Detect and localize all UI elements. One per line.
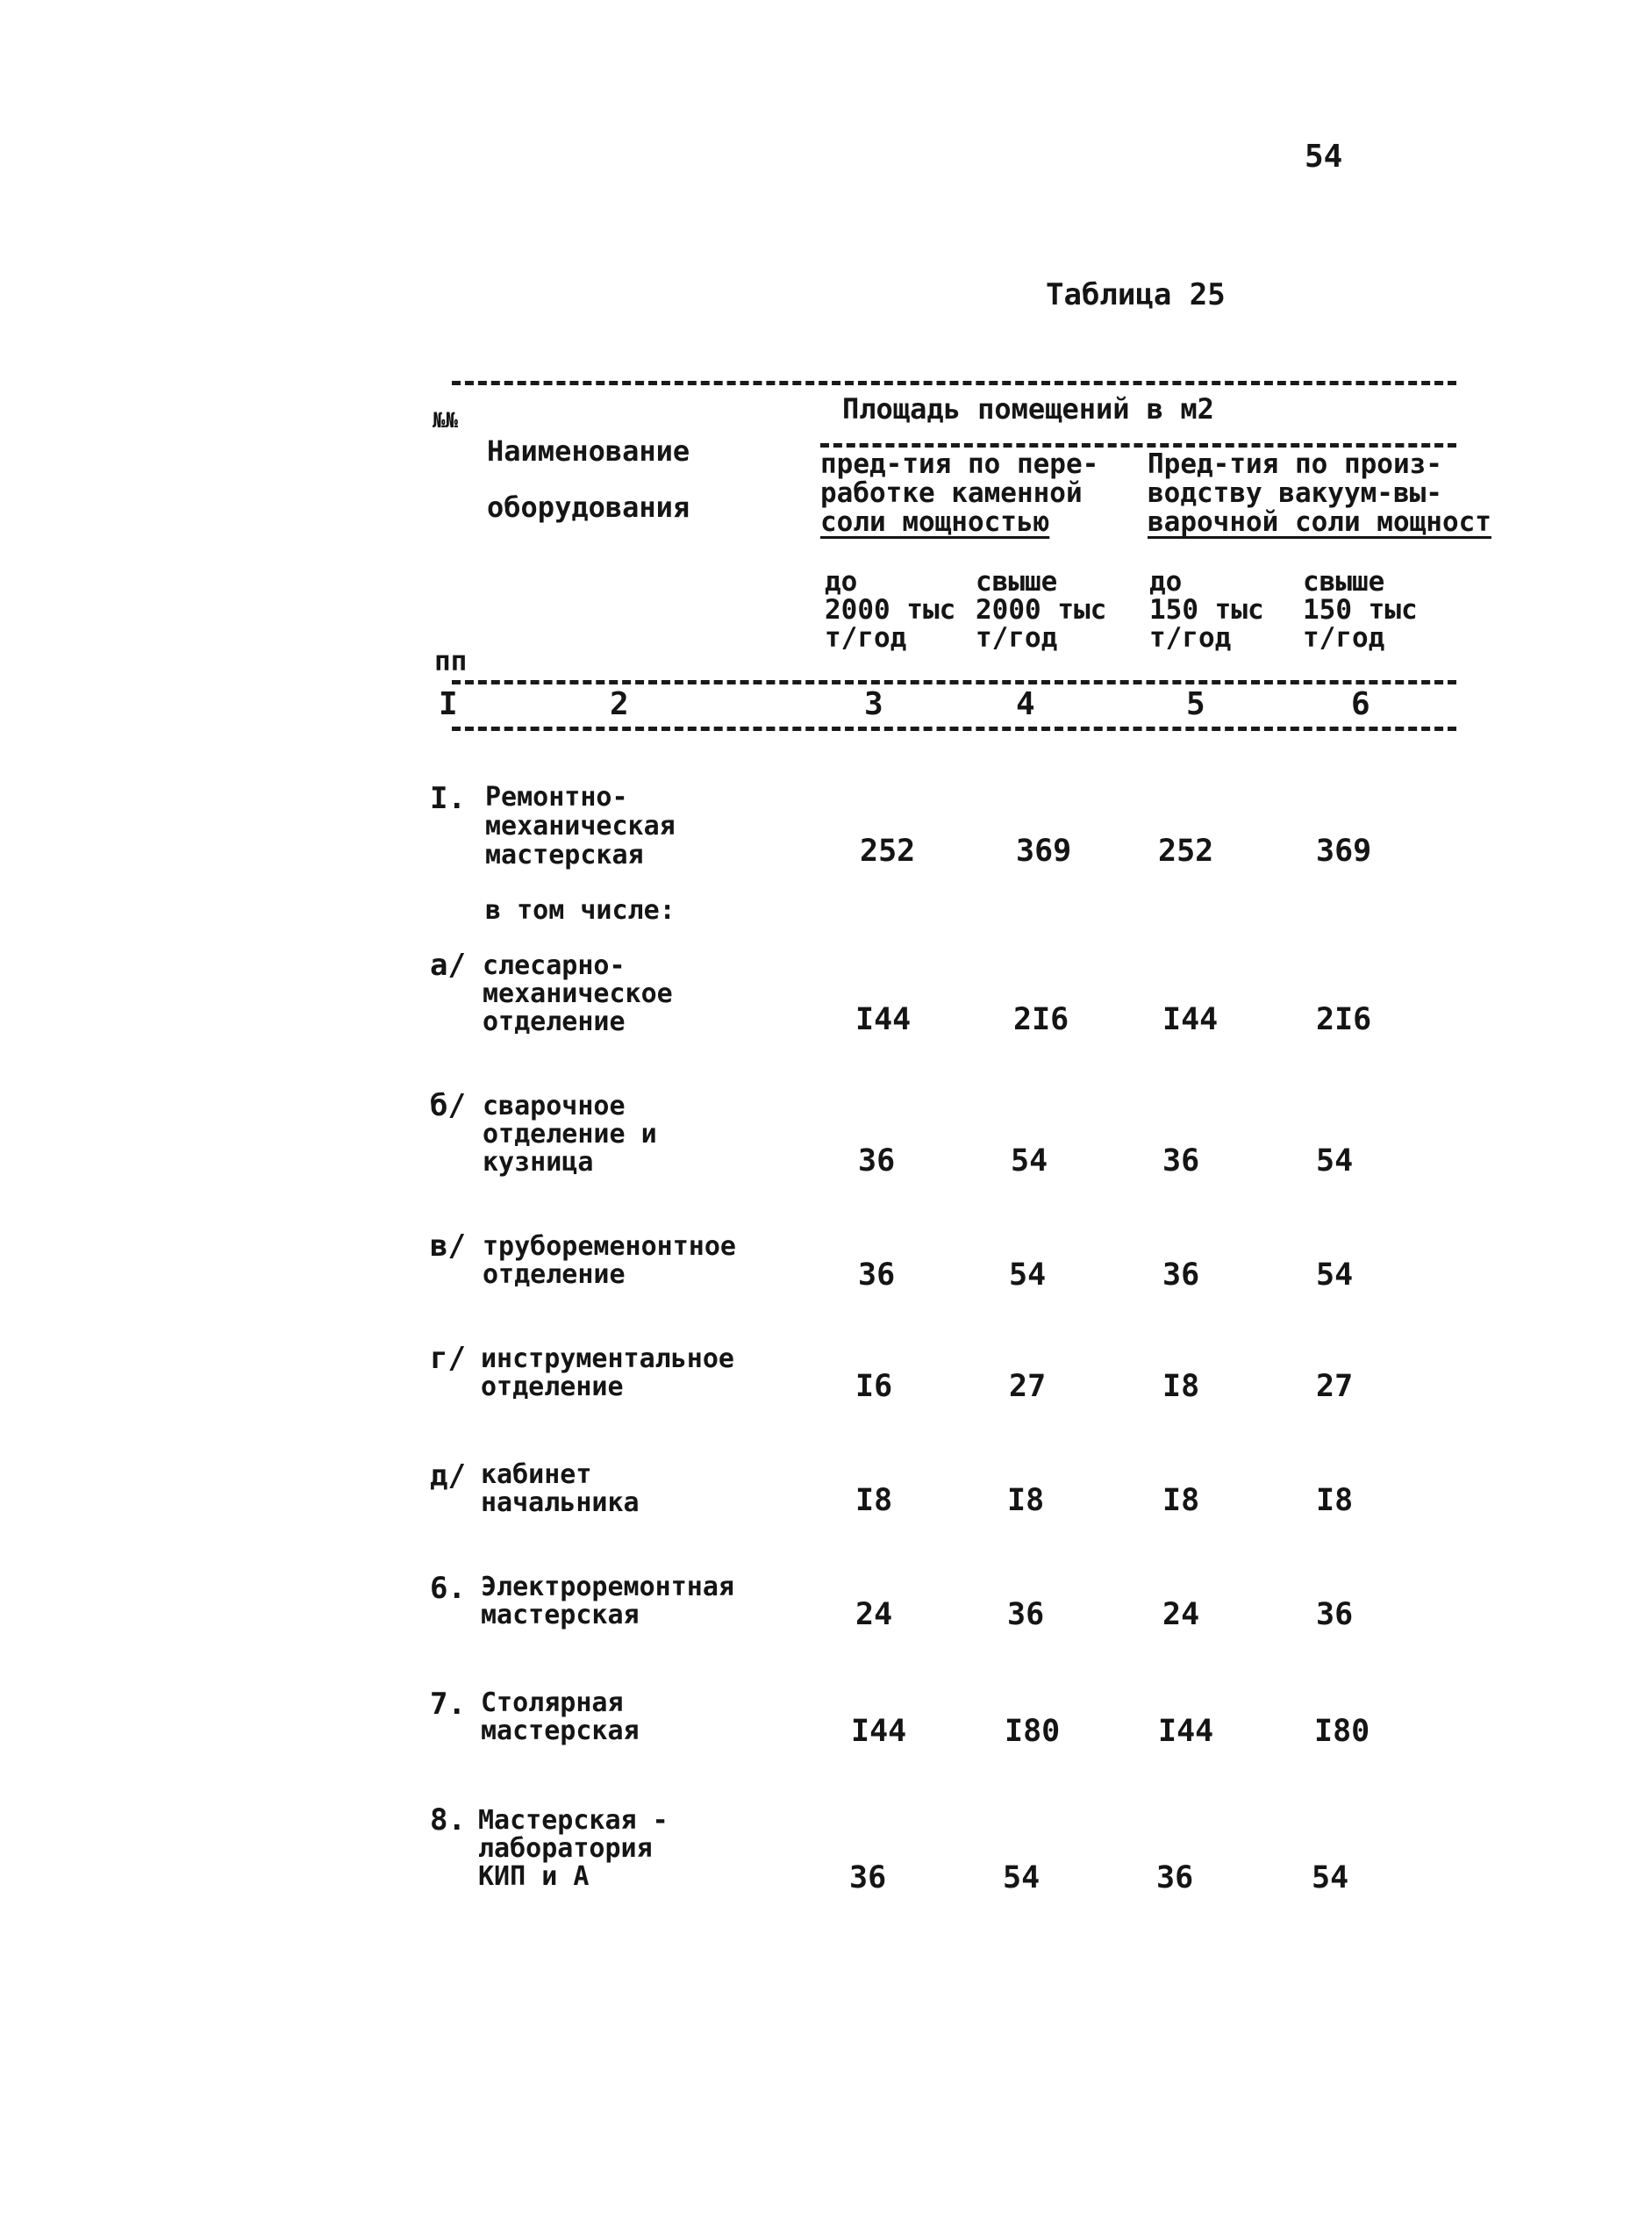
table-cell-col6: 36 (1316, 1597, 1354, 1632)
colnum-5: 5 (1186, 686, 1205, 722)
table-cell-col6: 54 (1316, 1143, 1354, 1179)
table-cell-col4: 2I6 (1013, 1002, 1069, 1037)
table-cell-col5: I8 (1162, 1483, 1200, 1518)
table-cell-col4: 54 (1011, 1143, 1048, 1179)
row-name-line: отделение (483, 1007, 626, 1037)
table-top-rule (452, 381, 1456, 385)
table-cell-col4: 369 (1016, 834, 1072, 869)
row-name-line: слесарно- (483, 950, 626, 981)
table-cell-col5: 36 (1162, 1257, 1200, 1293)
table-cell-col6: I80 (1314, 1714, 1370, 1749)
table-cell-col6: I8 (1316, 1483, 1354, 1518)
table-cell-col4: I8 (1007, 1483, 1045, 1518)
row-number: б/ (430, 1088, 466, 1123)
row-name-line: кузница (483, 1147, 594, 1178)
area-header-rule (820, 443, 1456, 448)
row-number: д/ (430, 1458, 466, 1494)
table-cell-col5: 36 (1162, 1143, 1200, 1179)
subcol5-line1: до (1149, 566, 1183, 598)
row-number: I. (430, 781, 466, 816)
group1-line2: работке каменной (820, 477, 1083, 509)
group2-line2: водству вакуум-вы- (1148, 477, 1442, 509)
table-cell-col6: 54 (1312, 1860, 1349, 1895)
table-cell-col5: 252 (1158, 834, 1214, 869)
group2-line1: Пред-тия по произ- (1148, 448, 1442, 480)
table-cell-col5: 36 (1156, 1860, 1194, 1895)
row-name-line: трубоременонтное (483, 1231, 736, 1262)
subcol3-line3: т/год (825, 622, 907, 654)
table-cell-col5: I8 (1162, 1369, 1200, 1404)
table-cell-col3: 24 (855, 1597, 893, 1632)
row-number: в/ (430, 1229, 466, 1264)
row-number: а/ (430, 948, 466, 983)
colnum-2: 2 (610, 686, 629, 722)
row-name-line: КИП и А (478, 1861, 590, 1892)
row-name-line: кабинет (481, 1459, 592, 1490)
subcol5-line2: 150 тыс (1149, 594, 1264, 626)
header-bottom-rule (452, 680, 1456, 684)
row-name-line: начальника (481, 1487, 640, 1518)
row-name-line: отделение и (483, 1119, 657, 1150)
table-cell-col4: 54 (1009, 1257, 1047, 1293)
header-name-line2: оборудования (487, 491, 690, 524)
subtotal-label: в том числе: (485, 895, 676, 926)
group1-line3: соли мощностью (820, 506, 1050, 538)
row-number: 7. (430, 1687, 466, 1722)
page-number: 54 (1305, 139, 1343, 175)
row-name-line: Электроремонтная (481, 1572, 734, 1602)
colnum-4: 4 (1016, 686, 1035, 722)
row-name-line: мастерская (485, 840, 644, 870)
header-no-top: №№ (433, 408, 458, 433)
row-name-line: инструментальное (481, 1343, 734, 1374)
row-name-line: механическая (485, 811, 676, 842)
table-cell-col4: 36 (1007, 1597, 1045, 1632)
table-cell-col4: 54 (1003, 1860, 1041, 1895)
table-cell-col4: 27 (1009, 1369, 1047, 1404)
header-no-bottom: пп (434, 646, 468, 677)
group2-line3: варочной соли мощност (1148, 506, 1491, 538)
table-cell-col5: I44 (1158, 1714, 1214, 1749)
table-cell-col3: 252 (860, 834, 916, 869)
row-name-line: Мастерская - (478, 1805, 669, 1836)
subcol5-line3: т/год (1149, 622, 1232, 654)
subcol4-line1: свыше (976, 566, 1058, 598)
subcol3-line2: 2000 тыс (825, 594, 956, 626)
row-name-line: мастерская (481, 1600, 640, 1630)
row-number: г/ (430, 1341, 466, 1376)
subcol4-line3: т/год (976, 622, 1058, 654)
table-title: Таблица 25 (1046, 277, 1226, 312)
table-cell-col4: I80 (1005, 1714, 1061, 1749)
subcol4-line2: 2000 тыс (976, 594, 1107, 626)
table-cell-col6: 2I6 (1316, 1002, 1372, 1037)
table-cell-col5: I44 (1162, 1002, 1219, 1037)
table-cell-col3: I44 (855, 1002, 912, 1037)
row-name-line: мастерская (481, 1716, 640, 1746)
colnum-1: I (439, 686, 458, 722)
table-cell-col5: 24 (1162, 1597, 1200, 1632)
colnum-bottom-rule (452, 727, 1456, 731)
row-name-line: Ремонтно- (485, 782, 628, 813)
row-number: 6. (430, 1571, 466, 1606)
row-name-line: отделение (483, 1259, 626, 1290)
row-number: 8. (430, 1802, 466, 1838)
header-area-title: Площадь помещений в м2 (842, 392, 1214, 426)
table-cell-col3: 36 (858, 1257, 896, 1293)
table-cell-col3: 36 (849, 1860, 887, 1895)
table-cell-col3: I6 (855, 1369, 893, 1404)
subcol6-line3: т/год (1303, 622, 1385, 654)
table-cell-col6: 369 (1316, 834, 1372, 869)
table-cell-col3: I8 (855, 1483, 893, 1518)
colnum-3: 3 (864, 686, 883, 722)
subcol6-line2: 150 тыс (1303, 594, 1418, 626)
table-cell-col6: 54 (1316, 1257, 1354, 1293)
table-cell-col6: 27 (1316, 1369, 1354, 1404)
row-name-line: механическое (483, 978, 673, 1009)
subcol6-line1: свыше (1303, 566, 1385, 598)
subcol3-line1: до (825, 566, 858, 598)
table-cell-col3: 36 (858, 1143, 896, 1179)
row-name-line: отделение (481, 1372, 624, 1402)
row-name-line: Столярная (481, 1687, 624, 1718)
table-cell-col3: I44 (851, 1714, 907, 1749)
header-name-line1: Наименование (487, 434, 690, 468)
row-name-line: лаборатория (478, 1833, 653, 1864)
row-name-line: сварочное (483, 1091, 626, 1121)
colnum-6: 6 (1351, 686, 1370, 722)
group1-line1: пред-тия по пере- (820, 448, 1099, 480)
